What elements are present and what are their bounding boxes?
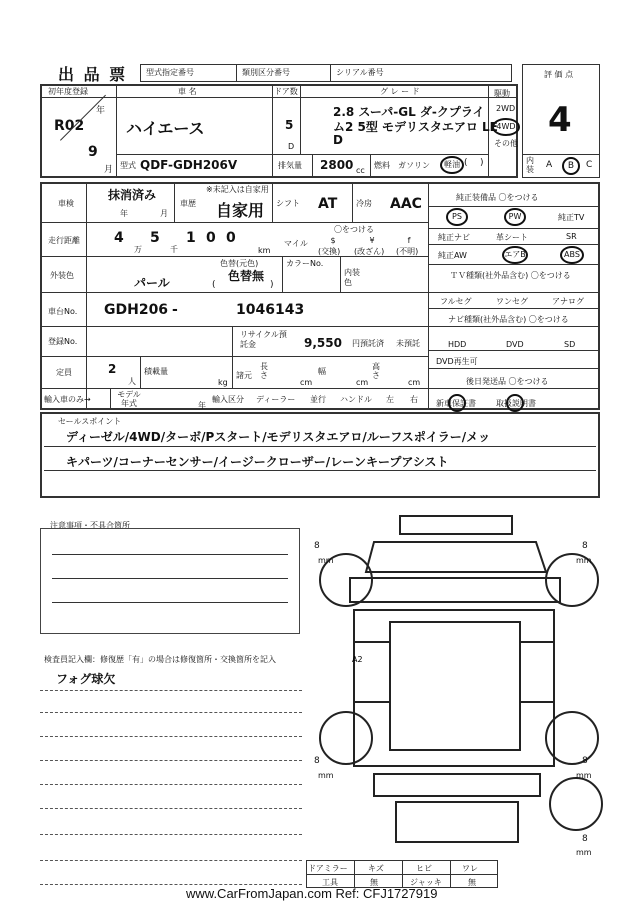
mileage-digit-4: 0 [206, 230, 216, 246]
inspection-year-unit: 年 [120, 209, 128, 218]
inspection-label: 車検 [58, 199, 74, 208]
later-title: 後日発送品 〇をつける [466, 377, 549, 386]
mileage-sen: 千 [170, 245, 178, 254]
mileage-digit-2: 5 [150, 230, 160, 246]
later-manual: 取扱説明書 [496, 399, 536, 408]
capacity-value: 2 [108, 362, 117, 376]
meter-check-label: 〇をつける [334, 225, 374, 234]
length-cm: cm [300, 378, 313, 387]
load-kg: kg [218, 378, 228, 387]
mileage-digit-1: 4 [114, 230, 124, 246]
drive-4wd: 4WD [492, 118, 520, 136]
capacity-unit: 人 [128, 377, 136, 386]
recycle-label: リサイクル預託金 [240, 330, 287, 349]
model-value: QDF-GDH206V [140, 158, 238, 172]
tread-front-left-mm: mm [318, 556, 334, 565]
fuel-label: 燃料 [374, 161, 390, 170]
score-value: 4 [548, 100, 572, 140]
model-year-label: モデル年式 [117, 390, 141, 408]
width-label: 幅 [318, 367, 326, 376]
score-label: 評 価 点 [544, 70, 574, 79]
acc-break: ワレ [462, 864, 478, 873]
history-value: 自家用 [216, 201, 265, 220]
acc-tool: 工具 [322, 878, 338, 887]
drive-other: その他 [494, 139, 518, 148]
equip-aw: 純正AW [438, 251, 467, 260]
aircon-value: AAC [390, 196, 422, 212]
mileage-digit-3: 1 [186, 230, 196, 246]
equip-tv: 純正TV [558, 213, 585, 222]
interior-c: C [586, 160, 593, 170]
mileage-man: 万 [134, 245, 142, 254]
meter-swap-sym: $ [330, 236, 336, 245]
history-label: 車歴 [180, 199, 196, 208]
aircon-label: 冷房 [356, 199, 372, 208]
equip-pw: PW [504, 208, 526, 226]
navi-hdd: HDD [448, 340, 467, 349]
doors-label: ドア数 [274, 87, 298, 96]
grade-line1: 2.8 スーパ-GL ダ-クプライ [333, 105, 485, 119]
import-dealer: ディーラー [256, 395, 296, 404]
drive-2wd: 2WD [496, 104, 516, 113]
navi-sd: SD [564, 340, 576, 349]
tread-rear-left: 8 [314, 756, 320, 766]
color-no-label: カラーNo. [286, 259, 324, 268]
damage-mark-a2: A2 [352, 655, 363, 664]
model-label: 型式 [120, 161, 136, 170]
repaint-paren-close: ) [270, 280, 274, 290]
handle-label: ハンドル [340, 395, 372, 404]
tread-front-right: 8 [582, 541, 588, 551]
width-cm: cm [356, 378, 369, 387]
caution-label: 注意事項・不具合箇所 [50, 521, 130, 530]
first-reg-year: R02 [54, 118, 85, 134]
tread-spare-mm: mm [576, 848, 592, 857]
equip-leather: 革シート [496, 233, 528, 242]
chassis-number: 1046143 [236, 302, 305, 318]
displacement-value: 2800 [320, 158, 354, 172]
car-damage-diagram [310, 512, 610, 864]
first-reg-month: 9 [88, 144, 98, 160]
tread-front-left: 8 [314, 541, 320, 551]
capacity-label: 定員 [56, 368, 72, 377]
form-title: 出 品 票 [58, 65, 128, 84]
interior-a: A [546, 160, 553, 170]
car-name: ハイエース [126, 119, 205, 138]
inspector-label: 検査員記入欄：修復歴「有」の場合は修復箇所・交換箇所を記入 [44, 655, 276, 664]
history-note: ※未記入は自家用 [206, 185, 269, 194]
equip-abs: ABS [560, 246, 584, 264]
tread-spare: 8 [582, 834, 588, 844]
load-label: 積載量 [144, 367, 168, 376]
selling-line1: ディーゼル/4WD/ターボ/Pスタート/モデリスタエアロ/ルーフスポイラー/メッ [66, 430, 491, 444]
genuine-title: 純正装備品 〇をつける [456, 193, 539, 202]
color-label: 外装色 [50, 271, 74, 280]
acc-scratch: キズ [368, 864, 384, 873]
equip-ps: PS [446, 208, 468, 226]
navi-title: ナビ種類(社外品含む) 〇をつける [448, 315, 569, 324]
acc-jack-value: 無 [468, 878, 476, 887]
chassis-dash: - [172, 302, 178, 318]
doors-value: 5 [285, 118, 294, 132]
serial-label: シリアル番号 [336, 68, 384, 77]
tv-analog: アナログ [552, 297, 584, 306]
mileage-km: km [258, 246, 271, 255]
interior-label: 内装 [526, 156, 534, 174]
fuel-paren-open: ( [464, 158, 468, 168]
fuel-paren-close: ) [480, 158, 484, 168]
fuel-gasoline: ガソリン [398, 161, 430, 170]
equip-sr: SR [566, 232, 577, 241]
selling-label: セールスポイント [58, 417, 122, 426]
fuel-diesel: 軽油 [440, 156, 464, 174]
category-label: 類別区分番号 [242, 68, 290, 77]
repaint-paren-open: ( [212, 280, 216, 290]
model-year-unit: 年 [198, 401, 206, 410]
inspector-note: フォグ球欠 [56, 672, 116, 686]
inspection-month-unit: 月 [160, 209, 168, 218]
tread-front-right-mm: mm [576, 556, 592, 565]
inspection-value: 抹消済み [108, 188, 157, 202]
recycle-amount: 9,550 [304, 336, 342, 350]
tv-fullseg: フルセグ [440, 297, 472, 306]
meter-tamper-sym: ¥ [369, 236, 375, 245]
grade-line3: D [333, 133, 343, 147]
shift-value: AT [318, 196, 338, 212]
handle-left: 左 [386, 395, 394, 404]
grade-label: グ レ ー ド [380, 87, 420, 96]
import-parallel: 並行 [310, 395, 326, 404]
tread-rear-right-mm: mm [576, 771, 592, 780]
displacement-label: 排気量 [278, 161, 302, 170]
interior-b: B [562, 157, 580, 175]
selling-line2: キパーツ/コーナーセンサー/イージークローザー/レーンキープアシスト [66, 455, 449, 469]
acc-jack: ジャッキ [410, 878, 442, 887]
equip-navi: 純正ナビ [438, 233, 470, 242]
chassis-prefix: GDH206 [104, 302, 169, 318]
navi-dvd: DVD [506, 340, 524, 349]
dims-label: 諸元 [236, 371, 252, 380]
height-label: 高さ [372, 362, 380, 380]
meter-swap: (交換) [318, 247, 341, 256]
registration-label: 登録No. [48, 337, 78, 346]
recycle-unpaid: 未預託 [396, 339, 420, 348]
type-code-label: 型式指定番号 [146, 68, 194, 77]
tread-rear-right: 8 [582, 756, 588, 766]
tv-oneseg: ワンセグ [496, 297, 528, 306]
later-warranty: 新車保証書 [436, 399, 476, 408]
car-name-label: 車 名 [178, 87, 197, 96]
tread-rear-left-mm: mm [318, 771, 334, 780]
meter-unknown: (不明) [396, 247, 419, 256]
mileage-label: 走行距離 [48, 236, 80, 245]
recycle-paid: 円預託済 [352, 339, 384, 348]
shift-label: シフト [276, 199, 300, 208]
year-unit: 年 [96, 106, 106, 116]
navi-dvd-play: DVD再生可 [436, 357, 478, 366]
tv-title: ＴＶ種類(社外品含む) 〇をつける [450, 271, 571, 280]
drive-label: 駆動 [494, 89, 510, 98]
equip-airbag: エアB [502, 246, 528, 264]
height-cm: cm [408, 378, 421, 387]
mileage-digit-5: 0 [226, 230, 236, 246]
import-type-label: 輸入区分 [212, 395, 244, 404]
header-code-box [140, 64, 512, 82]
import-label: 輸入車のみ→ [44, 395, 91, 404]
acc-mirror: ドアミラー [308, 864, 348, 873]
later-warranty-circle [448, 394, 466, 412]
handle-right: 右 [410, 395, 418, 404]
meter-tamper: (改ざん) [354, 247, 385, 256]
repaint-value: 色替無 [228, 269, 265, 283]
acc-tool-value: 無 [370, 878, 378, 887]
chassis-label: 車台No. [48, 307, 78, 316]
grade-line2: ム2 5型 モデリスタエアロ LE [333, 120, 498, 134]
watermark: www.CarFromJapan.com Ref: CFJ1727919 [186, 886, 438, 901]
mile-label: マイル [284, 239, 308, 248]
acc-crack: ヒビ [416, 864, 432, 873]
interior-color-label: 内装色 [344, 268, 360, 287]
doors-unit: D [288, 142, 295, 151]
color-value: パール [134, 276, 170, 290]
month-unit: 月 [104, 165, 114, 175]
cc-unit: cc [356, 166, 365, 175]
length-label: 長さ [260, 362, 268, 380]
first-reg-label: 初年度登録 [48, 87, 88, 96]
caution-box [40, 528, 300, 634]
repaint-label: 色替(元色) [220, 259, 259, 268]
later-manual-circle [506, 394, 524, 412]
meter-unknown-sym: f [407, 236, 411, 245]
